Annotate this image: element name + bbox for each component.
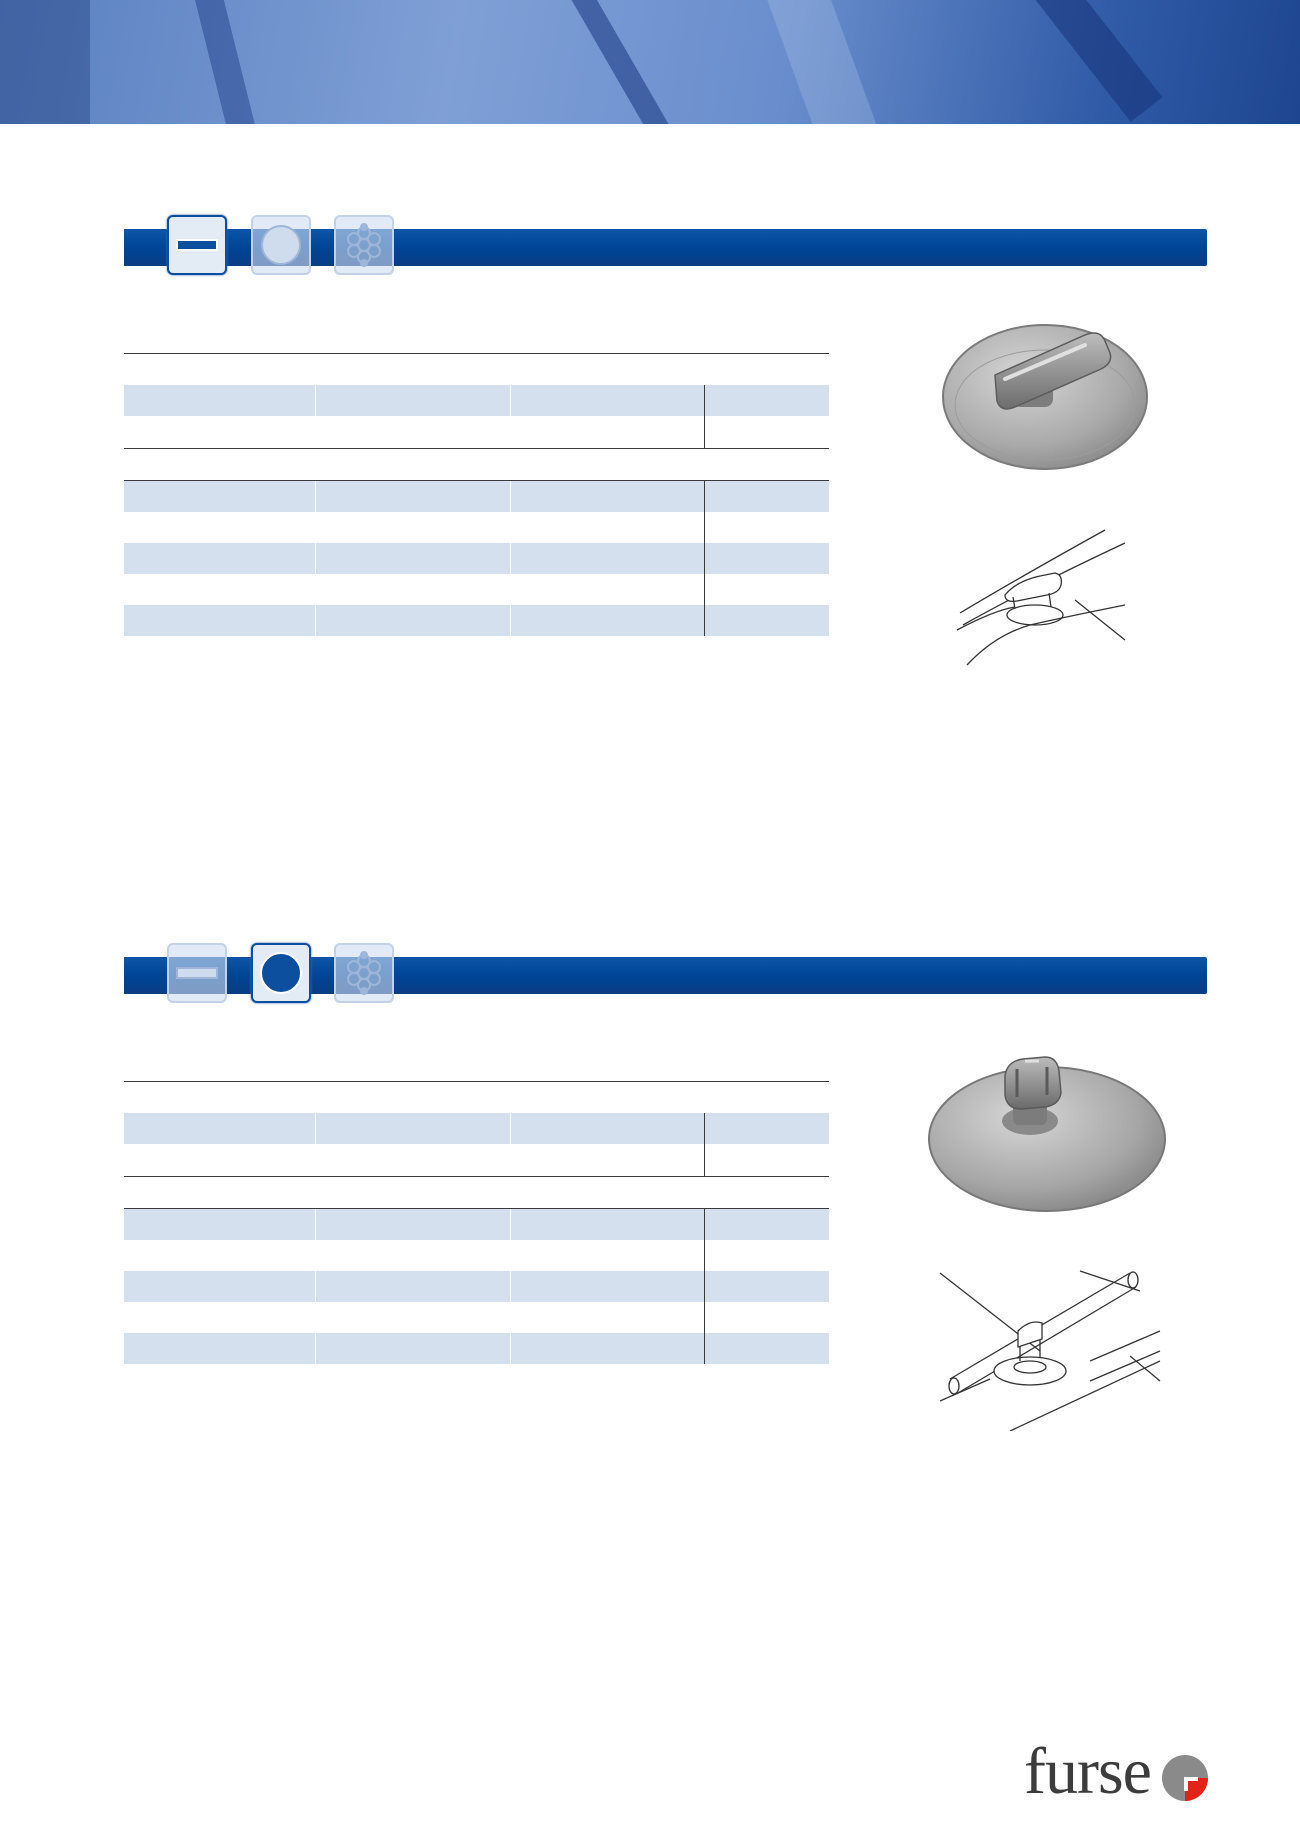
table-row [124,1302,829,1333]
solid-circular-conductor-icon [251,215,311,275]
stranded-conductor-icon [334,943,394,1003]
table-row [124,1209,829,1240]
table-row [124,1240,829,1271]
stranded-conductor-icon [334,215,394,275]
tape-clip-installation-drawing [955,515,1135,670]
logo-mark-icon [1160,1753,1210,1803]
table-row [124,1144,829,1175]
tape-conductor-icon [167,215,227,275]
table-row [124,543,829,574]
table-row [124,512,829,543]
furse-logo [1024,1737,1214,1807]
table-row [124,1333,829,1364]
table-row [124,416,829,447]
table-row [124,1113,829,1144]
tape-conductor-icon [167,943,227,1003]
table-row [124,481,829,512]
table-row [124,385,829,416]
table-row [124,605,829,636]
solid-circular-conductor-icon [251,943,311,1003]
tape-clip-product-photo [935,305,1155,480]
logo-wordmark: furse [1024,1735,1151,1808]
header-banner-image [0,0,1300,124]
rod-clip-installation-drawing [930,1261,1170,1431]
table-row [124,1271,829,1302]
table-row [124,574,829,605]
rod-clip-product-photo [925,1031,1170,1216]
